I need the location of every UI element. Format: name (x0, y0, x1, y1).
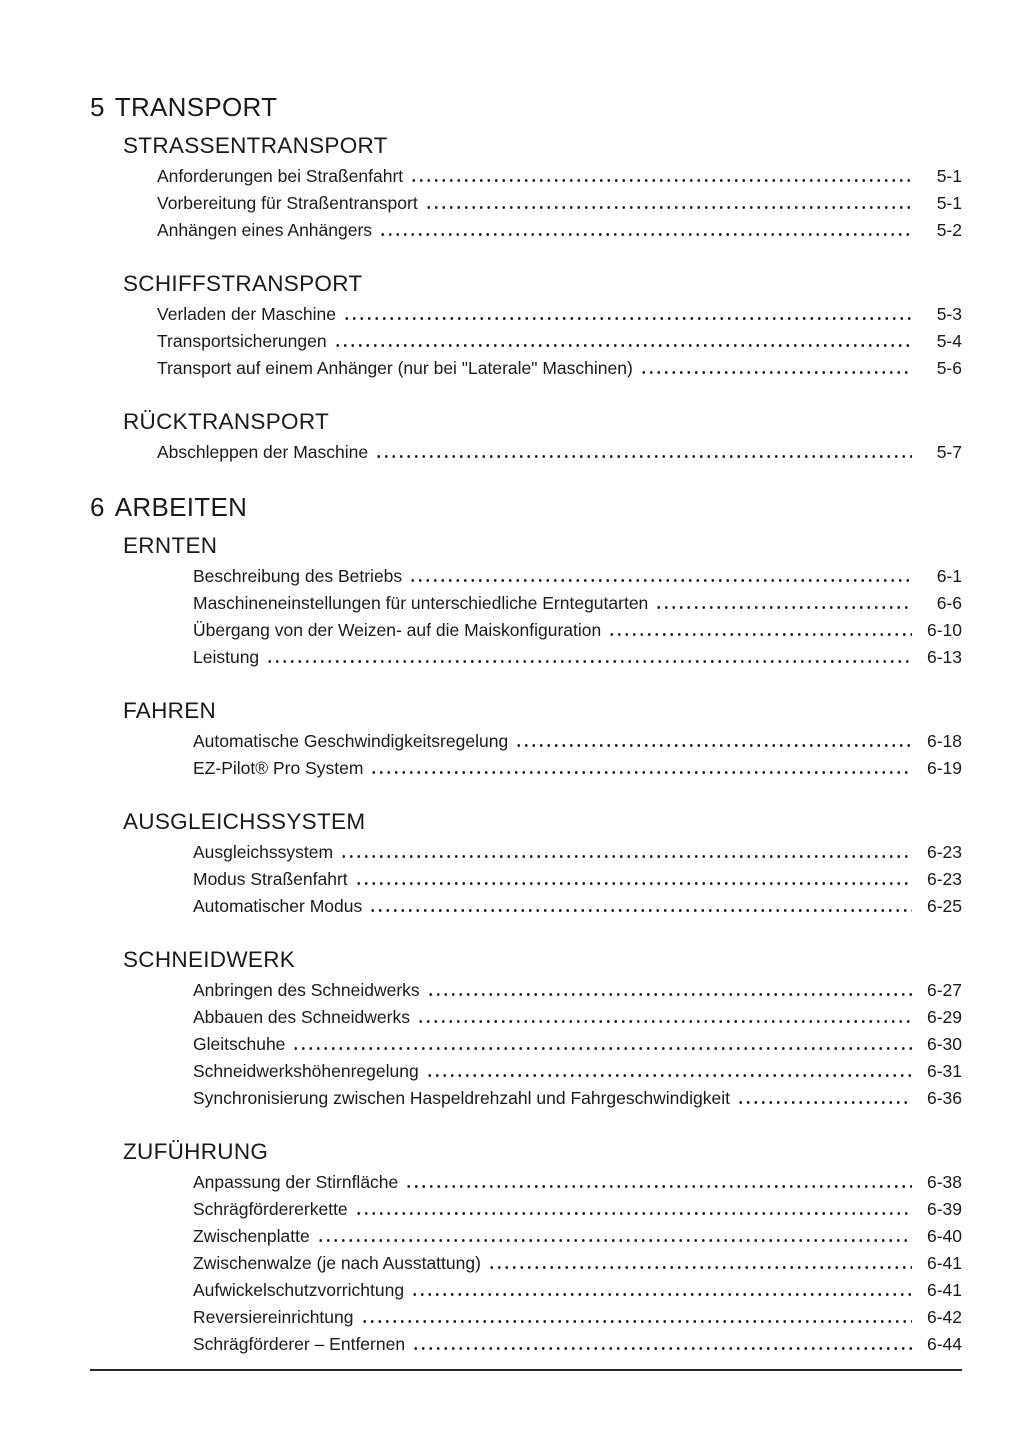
chapter-title: ARBEITEN (114, 492, 248, 522)
toc-entry (193, 1277, 962, 1304)
toc-entry-page: 6-30 (926, 1034, 962, 1054)
dotted-leader (409, 579, 912, 582)
dotted-leader (370, 771, 912, 774)
toc-entry (193, 1058, 962, 1085)
dotted-leader (488, 1266, 912, 1269)
toc-entry-label: Zwischenwalze (je nach Ausstattung) (193, 1253, 481, 1273)
toc-entry (157, 328, 962, 355)
toc-section (123, 532, 962, 671)
toc-entry-page: 5-4 (936, 331, 962, 351)
entries-list (157, 163, 962, 244)
toc-entry-page: 6-10 (926, 620, 962, 640)
toc-entry (157, 439, 962, 466)
toc-entry-label: Leistung (193, 647, 260, 667)
toc-entry-page: 5-6 (936, 358, 962, 378)
toc-entry-label: Anbringen des Schneidwerks (193, 980, 420, 1000)
toc-entry (193, 1223, 962, 1250)
toc-entry (193, 1004, 962, 1031)
dotted-leader (737, 1101, 912, 1104)
dotted-leader (410, 179, 912, 182)
dotted-leader (405, 1185, 912, 1188)
toc-entry-page: 6-29 (926, 1007, 962, 1027)
toc-entry-page: 6-18 (926, 731, 962, 751)
toc-entry (193, 977, 962, 1004)
toc-entry-label: Zwischenplatte (193, 1226, 310, 1246)
toc-entry (193, 1196, 962, 1223)
toc-entry-page: 5-7 (936, 442, 962, 462)
entries-list (193, 977, 962, 1112)
toc-entry-label: Beschreibung des Betriebs (193, 566, 403, 586)
toc-section (123, 270, 962, 382)
toc-entry-page: 6-41 (926, 1253, 962, 1273)
toc-entry-label: Maschineneinstellungen für unterschiedliche Erntegutarten (193, 593, 649, 613)
dotted-leader (334, 344, 912, 347)
toc-section (123, 808, 962, 920)
section-heading: AUSGLEICHSSYSTEM (123, 809, 366, 834)
dotted-leader (427, 993, 912, 996)
toc-entry-label: Schrägförderer – Entfernen (193, 1334, 406, 1354)
toc-entry-page: 6-25 (926, 896, 962, 916)
toc-entry (157, 217, 962, 244)
toc-entry (193, 617, 962, 644)
entries-list (193, 563, 962, 671)
toc-entry (193, 728, 962, 755)
dotted-leader (426, 1074, 912, 1077)
toc-entry-label: Abbauen des Schneidwerks (193, 1007, 410, 1027)
toc-entry-label: Transport auf einem Anhänger (nur bei "Laterale" Maschinen) (157, 358, 633, 378)
toc-entry (157, 163, 962, 190)
toc-entry-page: 6-23 (926, 869, 962, 889)
toc-entry-page: 6-27 (926, 980, 962, 1000)
toc-entry-page: 5-3 (936, 304, 962, 324)
dotted-leader (515, 744, 912, 747)
dotted-leader (655, 606, 912, 609)
toc-entry-page: 6-39 (926, 1199, 962, 1219)
entries-list (157, 301, 962, 382)
toc-entry-label: Anpassung der Stirnfläche (193, 1172, 399, 1192)
toc-entry (193, 1250, 962, 1277)
toc-entry (193, 839, 962, 866)
toc-section (123, 132, 962, 244)
chapter-heading (90, 492, 962, 522)
chapter-number: 6 (90, 492, 105, 522)
section-heading: SCHIFFSTRANSPORT (123, 271, 363, 296)
table-of-contents (90, 92, 962, 1358)
toc-entry-label: Automatische Geschwindigkeitsregelung (193, 731, 509, 751)
toc-entry-page: 5-2 (936, 220, 962, 240)
toc-entry-label: Schrägfördererkette (193, 1199, 348, 1219)
toc-entry-page: 6-23 (926, 842, 962, 862)
section-heading: FAHREN (123, 698, 217, 723)
toc-entry-page: 6-13 (926, 647, 962, 667)
toc-entry-page: 6-38 (926, 1172, 962, 1192)
toc-entry (157, 190, 962, 217)
entries-list (193, 728, 962, 782)
toc-entry-page: 6-6 (936, 593, 962, 613)
dotted-leader (608, 633, 912, 636)
dotted-leader (292, 1047, 912, 1050)
toc-entry (193, 644, 962, 671)
toc-section (123, 1138, 962, 1358)
toc-section (123, 408, 962, 466)
toc-entry-label: Ausgleichssystem (193, 842, 334, 862)
toc-entry-label: Vorbereitung für Straßentransport (157, 193, 418, 213)
toc-entry-label: Reversiereinrichtung (193, 1307, 354, 1327)
toc-entry-page: 6-44 (926, 1334, 962, 1354)
toc-entry (193, 1304, 962, 1331)
dotted-leader (412, 1347, 912, 1350)
toc-entry-label: Transportsicherungen (157, 331, 327, 351)
toc-entry (193, 755, 962, 782)
toc-entry (193, 1085, 962, 1112)
entries-list (193, 1169, 962, 1358)
toc-entry (157, 355, 962, 382)
chapter-number: 5 (90, 92, 105, 122)
dotted-leader (379, 233, 912, 236)
toc-entry-page: 6-19 (926, 758, 962, 778)
section-heading: ERNTEN (123, 533, 218, 558)
toc-entry-label: Verladen der Maschine (157, 304, 336, 324)
toc-entry-label: Aufwickelschutzvorrichtung (193, 1280, 405, 1300)
toc-entry (193, 563, 962, 590)
toc-entry-label: Übergang von der Weizen- auf die Maiskonfiguration (193, 620, 602, 640)
toc-entry-label: Synchronisierung zwischen Haspeldrehzahl und Fahrgeschwindigkeit (193, 1088, 730, 1108)
chapter (90, 492, 962, 1358)
dotted-leader (266, 660, 912, 663)
dotted-leader (340, 855, 912, 858)
dotted-leader (369, 909, 912, 912)
toc-entry-page: 6-31 (926, 1061, 962, 1081)
footer-divider (90, 1369, 962, 1371)
dotted-leader (375, 455, 912, 458)
chapter-title: TRANSPORT (114, 92, 278, 122)
section-heading: RÜCKTRANSPORT (123, 409, 330, 434)
toc-entry-label: Anforderungen bei Straßenfahrt (157, 166, 404, 186)
toc-entry (193, 1169, 962, 1196)
dotted-leader (343, 317, 912, 320)
toc-entry-label: Schneidwerkshöhenregelung (193, 1061, 419, 1081)
toc-entry-label: EZ-Pilot® Pro System (193, 758, 364, 778)
section-heading: ZUFÜHRUNG (123, 1139, 269, 1164)
dotted-leader (640, 371, 912, 374)
chapter-sections (123, 132, 962, 466)
toc-entry-page: 6-36 (926, 1088, 962, 1108)
toc-entry-page: 6-42 (926, 1307, 962, 1327)
toc-entry (193, 1031, 962, 1058)
toc-entry-page: 6-1 (936, 566, 962, 586)
toc-entry-page: 6-40 (926, 1226, 962, 1246)
section-heading: SCHNEIDWERK (123, 947, 296, 972)
toc-section (123, 946, 962, 1112)
dotted-leader (417, 1020, 912, 1023)
dotted-leader (411, 1293, 912, 1296)
toc-entry-label: Modus Straßenfahrt (193, 869, 348, 889)
toc-entry-page: 5-1 (936, 193, 962, 213)
chapter-sections (123, 532, 962, 1358)
toc-entry-label: Automatischer Modus (193, 896, 363, 916)
toc-entry (157, 301, 962, 328)
toc-entry (193, 590, 962, 617)
chapter (90, 92, 962, 466)
entries-list (157, 439, 962, 466)
toc-entry-page: 5-1 (936, 166, 962, 186)
toc-entry (193, 893, 962, 920)
dotted-leader (355, 882, 912, 885)
dotted-leader (355, 1212, 912, 1215)
section-heading: STRASSENTRANSPORT (123, 133, 388, 158)
dotted-leader (317, 1239, 912, 1242)
toc-entry-page: 6-41 (926, 1280, 962, 1300)
toc-entry-label: Gleitschuhe (193, 1034, 286, 1054)
dotted-leader (361, 1320, 913, 1323)
toc-entry (193, 1331, 962, 1358)
chapter-heading (90, 92, 962, 122)
toc-section (123, 697, 962, 782)
toc-entry (193, 866, 962, 893)
toc-entry-label: Anhängen eines Anhängers (157, 220, 373, 240)
toc-entry-label: Abschleppen der Maschine (157, 442, 369, 462)
entries-list (193, 839, 962, 920)
dotted-leader (425, 206, 912, 209)
